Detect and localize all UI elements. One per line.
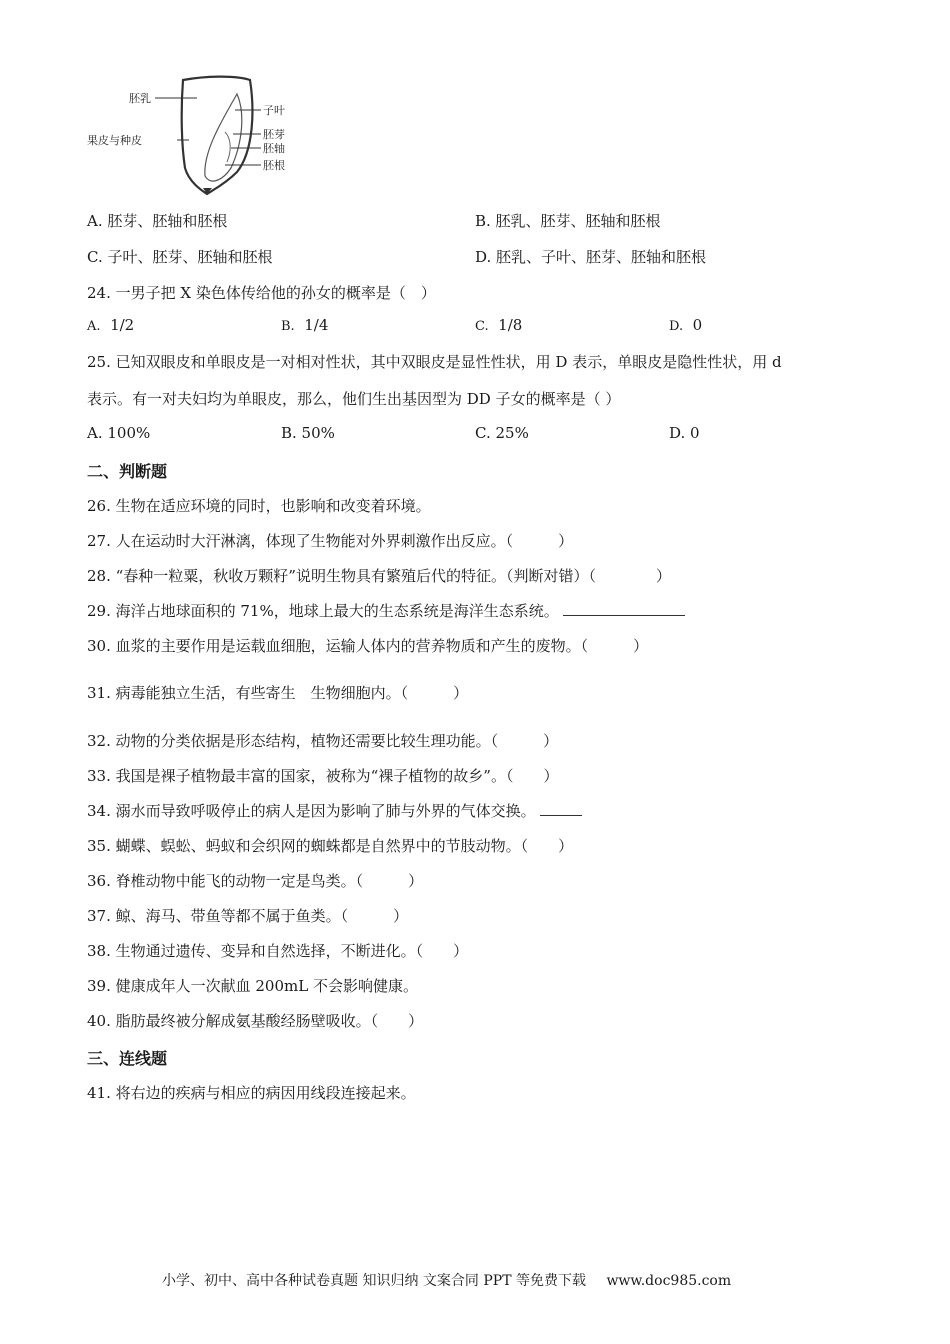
q38: 38. 生物通过遗传、变异和自然选择，不断进化。（ ）	[87, 942, 469, 960]
label-radicle: 胚根	[263, 159, 285, 172]
q36: 36. 脊椎动物中能飞的动物一定是鸟类。（ ）	[87, 872, 424, 890]
q24-option-b-value: 1/4	[304, 316, 329, 334]
q29-text: 29. 海洋占地球面积的 71%，地球上最大的生态系统是海洋生态系统。	[87, 602, 559, 620]
q24-option-d-value: 0	[692, 316, 703, 334]
q29-answer-blank[interactable]	[563, 601, 685, 616]
q32: 32. 动物的分类依据是形态结构，植物还需要比较生理功能。（ ）	[87, 732, 559, 750]
q24-option-a	[87, 316, 134, 334]
q41: 41. 将右边的疾病与相应的病因用线段连接起来。	[87, 1084, 416, 1102]
q31: 31. 病毒能独立生活，有些寄生 生物细胞内。（ ）	[87, 684, 469, 702]
label-plumule: 胚芽	[263, 128, 285, 141]
q29	[87, 600, 685, 621]
q25-stem-line1: 25. 已知双眼皮和单眼皮是一对相对性状，其中双眼皮是显性性状，用 D 表示，单眼皮是隐性性状，用 d	[87, 353, 782, 371]
q25-option-d: D. 0	[669, 424, 700, 442]
q23-option-a: A. 胚芽、胚轴和胚根	[87, 212, 228, 230]
q33: 33. 我国是裸子植物最丰富的国家，被称为“裸子植物的故乡”。（ ）	[87, 767, 559, 785]
q24-option-c	[475, 316, 522, 334]
q28: 28. “春种一粒粟，秋收万颗籽”说明生物具有繁殖后代的特征。（判断对错）（ ）	[87, 567, 671, 585]
q24-option-d-letter: D.	[669, 319, 684, 334]
label-cotyledon: 子叶	[263, 104, 285, 117]
q24-stem: 24. 一男子把 X 染色体传给他的孙女的概率是（ ）	[87, 284, 436, 302]
q24-option-b-letter: B.	[281, 319, 295, 334]
q35: 35. 蝴蝶、蜈蚣、蚂蚁和会织网的蜘蛛都是自然界中的节肢动物。（ ）	[87, 837, 574, 855]
q25-option-a: A. 100%	[87, 424, 151, 442]
seed-outline	[182, 77, 253, 194]
q39: 39. 健康成年人一次献血 200mL 不会影响健康。	[87, 977, 418, 995]
corn-seed-diagram	[85, 72, 300, 197]
q23-option-b: B. 胚乳、胚芽、胚轴和胚根	[475, 212, 661, 230]
q30: 30. 血浆的主要作用是运载血细胞，运输人体内的营养物质和产生的废物。（ ）	[87, 637, 649, 655]
q24-option-b	[281, 316, 328, 334]
q34-answer-blank[interactable]	[540, 801, 582, 816]
footer	[162, 1270, 731, 1290]
q25-option-c: C. 25%	[475, 424, 529, 442]
q25-option-b: B. 50%	[281, 424, 335, 442]
q24-option-a-value: 1/2	[110, 316, 135, 334]
q27: 27. 人在运动时大汗淋漓，体现了生物能对外界刺激作出反应。（ ）	[87, 532, 574, 550]
q23-option-c: C. 子叶、胚芽、胚轴和胚根	[87, 248, 273, 266]
q24-option-d	[669, 316, 702, 334]
embryo-shape	[205, 94, 242, 181]
q25-stem-line2: 表示。有一对夫妇均为单眼皮，那么，他们生出基因型为 DD 子女的概率是（ ）	[87, 390, 621, 408]
label-hypocotyl: 胚轴	[263, 142, 285, 155]
q40: 40. 脂肪最终被分解成氨基酸经肠壁吸收。（ ）	[87, 1012, 424, 1030]
label-pericarp: 果皮与种皮	[87, 134, 142, 147]
label-endosperm: 胚乳	[129, 92, 151, 105]
section2-heading: 二、判断题	[87, 462, 168, 481]
q23-option-d: D. 胚乳、子叶、胚芽、胚轴和胚根	[475, 248, 707, 266]
q34-text: 34. 溺水而导致呼吸停止的病人是因为影响了肺与外界的气体交换。	[87, 802, 536, 820]
q24-option-c-value: 1/8	[498, 316, 523, 334]
q37: 37. 鲸、海马、带鱼等都不属于鱼类。（ ）	[87, 907, 409, 925]
footer-link[interactable]: www.doc985.com	[606, 1273, 732, 1289]
footer-text: 小学、初中、高中各种试卷真题 知识归纳 文案合同 PPT 等免费下载	[162, 1273, 586, 1289]
section3-heading: 三、连线题	[87, 1049, 168, 1068]
q24-option-a-letter: A.	[87, 319, 101, 334]
q34	[87, 800, 582, 821]
q26: 26. 生物在适应环境的同时，也影响和改变着环境。	[87, 497, 431, 515]
q24-option-c-letter: C.	[475, 319, 489, 334]
